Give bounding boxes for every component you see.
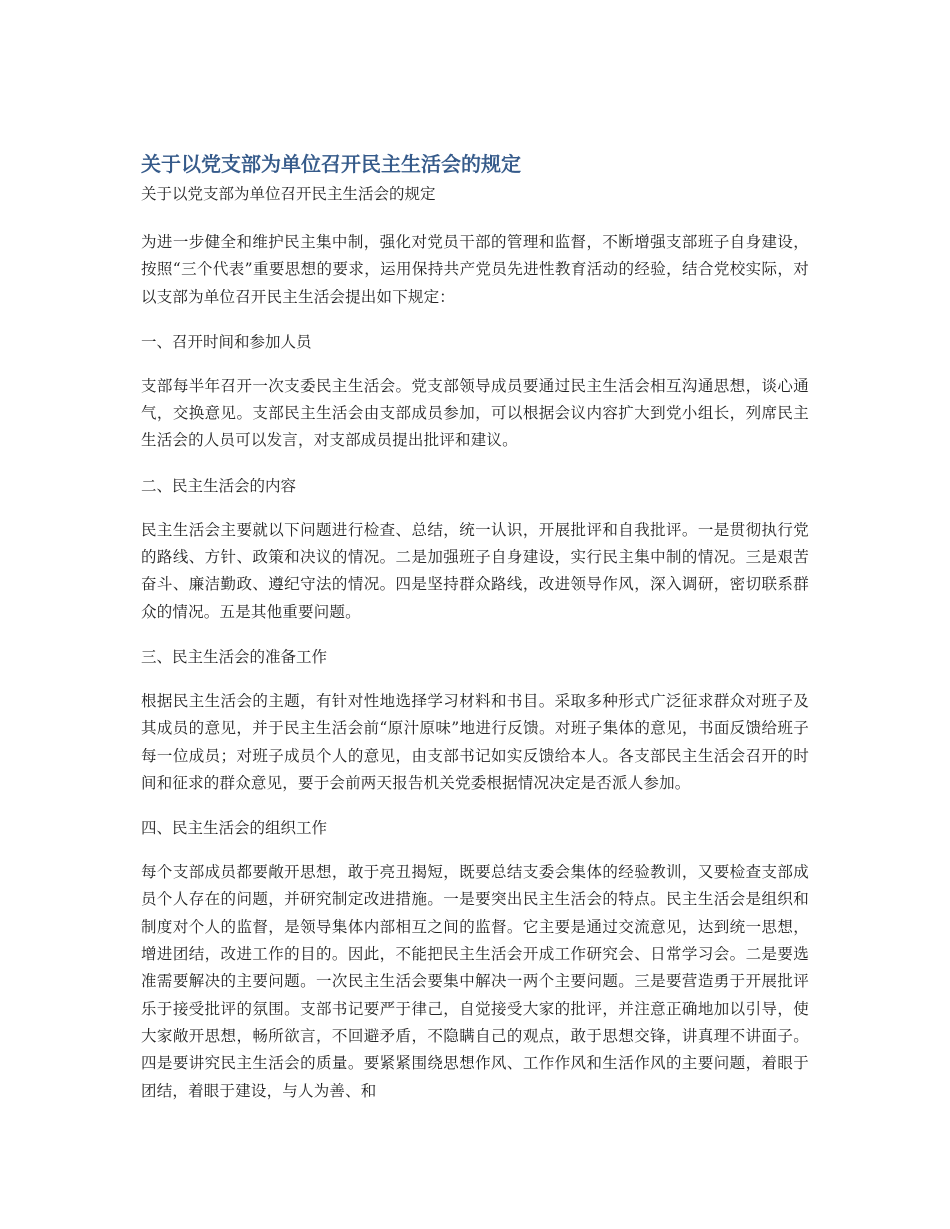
section-heading-2: 二、民主生活会的内容	[141, 476, 297, 495]
section-body-4: 每个支部成员都要敞开思想，敢于亮丑揭短，既要总结支委会集体的经验教训，又要检查支部成员个人存在的问题，并研究制定改进措施。一是要突出民主生活会的特点。民主生活会是组织和制度对个人的监督，是领导集体内部相互之间的监督。它主要是通过交流意见，达到统一思想，增进团结，改进工作的目的。因此，不能把民主生活会开成工作研究会、日常学习会。二是要选准需要解决的主要问题。一次民主生活会要集中解决一两个主要问题。三是要营造勇于开展批评乐于接受批评的氛围。支部书记要严于律己，自觉接受大家的批评，并注意正确地加以引导，使大家敞开思想，畅所欲言，不回避矛盾，不隐瞒自己的观点，敢于思想交锋，讲真理不讲面子。四是要讲究民主生活会的质量。要紧紧围绕思想作风、工作作风和生活作风的主要问题，着眼于团结，着眼于建设，与人为善、和	[141, 863, 809, 1100]
section-heading-1: 一、召开时间和参加人员	[141, 332, 312, 351]
section-body-3: 根据民主生活会的主题，有针对性地选择学习材料和书目。采取多种形式广泛征求群众对班子及其成员的意见，并于民主生活会前“原汁原味”地进行反馈。对班子集体的意见，书面反馈给班子每一位成员；对班子成员个人的意见，由支部书记如实反馈给本人。各支部民主生活会召开的时间和征求的群众意见，要于会前两天报告机关党委根据情况决定是否派人参加。	[141, 691, 809, 792]
section-heading-4: 四、民主生活会的组织工作	[141, 819, 328, 838]
section-heading-3: 三、民主生活会的准备工作	[141, 647, 328, 666]
section-body-2: 民主生活会主要就以下问题进行检查、总结，统一认识，开展批评和自我批评。一是贯彻执行党的路线、方针、政策和决议的情况。二是加强班子自身建设，实行民主集中制的情况。三是艰苦奋斗、廉洁勤政、遵纪守法的情况。四是坚持群众路线，改进领导作风，深入调研，密切联系群众的情况。五是其他重要问题。	[141, 520, 809, 621]
document-title: 关于以党支部为单位召开民主生活会的规定	[141, 152, 521, 176]
document-subtitle: 关于以党支部为单位召开民主生活会的规定	[141, 185, 436, 203]
document-page	[141, 150, 809, 1105]
section-body-1: 支部每半年召开一次支委民主生活会。党支部领导成员要通过民主生活会相互沟通思想，谈心通气，交换意见。支部民主生活会由支部成员参加，可以根据会议内容扩大到党小组长，列席民主生活会的人员可以发言，对支部成员提出批评和建议。	[141, 376, 809, 450]
intro-paragraph: 为进一步健全和维护民主集中制，强化对党员干部的管理和监督，不断增强支部班子自身建设，按照“三个代表”重要思想的要求，运用保持共产党员先进性教育活动的经验，结合党校实际，对以支部为单位召开民主生活会提出如下规定：	[141, 233, 809, 306]
